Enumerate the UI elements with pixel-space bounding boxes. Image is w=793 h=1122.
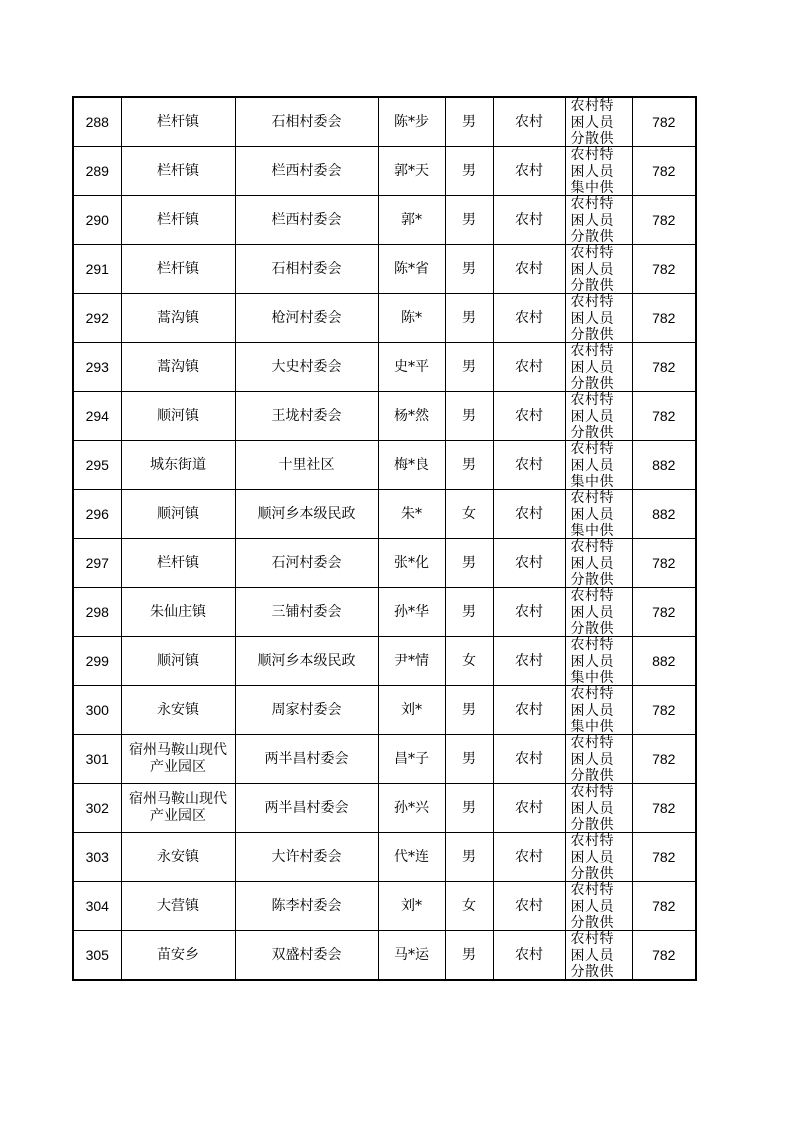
cell-support-type <box>565 882 632 931</box>
cell-area-type: 农村 <box>493 441 565 490</box>
cell-support-type-text: 农村特困人员集中供 <box>570 441 614 489</box>
cell-support-type <box>565 833 632 882</box>
cell-village-committee: 枪河村委会 <box>235 294 378 343</box>
table-row <box>73 784 696 833</box>
table-row <box>73 97 696 147</box>
cell-gender: 男 <box>445 588 493 637</box>
cell-support-type-text: 农村特困人员分散供 <box>570 833 614 881</box>
cell-village-committee: 大史村委会 <box>235 343 378 392</box>
table-row <box>73 637 696 686</box>
cell-support-type <box>565 245 632 294</box>
cell-town-text: 栏杆镇 <box>157 211 199 228</box>
cell-town <box>121 539 235 588</box>
cell-town-text: 宿州马鞍山现代产业园区 <box>129 791 227 824</box>
cell-amount: 782 <box>632 245 696 294</box>
cell-support-type-text: 农村特困人员集中供 <box>570 686 614 734</box>
cell-area-type: 农村 <box>493 97 565 147</box>
cell-town <box>121 245 235 294</box>
table-row <box>73 343 696 392</box>
cell-village-committee: 双盛村委会 <box>235 931 378 981</box>
cell-amount: 782 <box>632 588 696 637</box>
cell-village-committee: 陈李村委会 <box>235 882 378 931</box>
cell-serial-number: 304 <box>73 882 121 931</box>
cell-town-text: 顺河镇 <box>157 407 199 424</box>
cell-village-committee: 石相村委会 <box>235 97 378 147</box>
cell-village-committee: 石相村委会 <box>235 245 378 294</box>
cell-area-type: 农村 <box>493 196 565 245</box>
cell-support-type <box>565 490 632 539</box>
cell-town-text: 蒿沟镇 <box>157 309 199 326</box>
table-row <box>73 147 696 196</box>
cell-area-type: 农村 <box>493 245 565 294</box>
cell-support-type <box>565 147 632 196</box>
cell-town <box>121 147 235 196</box>
cell-gender: 男 <box>445 735 493 784</box>
cell-support-type <box>565 343 632 392</box>
cell-support-type <box>565 735 632 784</box>
cell-gender: 男 <box>445 539 493 588</box>
cell-serial-number: 296 <box>73 490 121 539</box>
cell-person-name: 刘* <box>378 686 445 735</box>
cell-serial-number: 293 <box>73 343 121 392</box>
cell-town-text: 苗安乡 <box>157 946 199 963</box>
cell-person-name: 张*化 <box>378 539 445 588</box>
cell-gender: 男 <box>445 196 493 245</box>
cell-person-name: 陈*省 <box>378 245 445 294</box>
cell-area-type: 农村 <box>493 343 565 392</box>
cell-town <box>121 97 235 147</box>
cell-amount: 782 <box>632 147 696 196</box>
cell-amount: 782 <box>632 686 696 735</box>
cell-support-type-text: 农村特困人员分散供 <box>570 931 614 979</box>
table-row <box>73 882 696 931</box>
cell-support-type <box>565 637 632 686</box>
cell-town-text: 城东街道 <box>150 456 206 473</box>
cell-amount: 782 <box>632 882 696 931</box>
cell-person-name: 郭*天 <box>378 147 445 196</box>
cell-serial-number: 302 <box>73 784 121 833</box>
cell-person-name: 郭* <box>378 196 445 245</box>
cell-village-committee: 两半昌村委会 <box>235 784 378 833</box>
table-row <box>73 490 696 539</box>
cell-support-type-text: 农村特困人员分散供 <box>570 392 614 440</box>
cell-gender: 男 <box>445 931 493 981</box>
cell-village-committee: 石河村委会 <box>235 539 378 588</box>
cell-person-name: 陈*步 <box>378 97 445 147</box>
cell-person-name: 马*运 <box>378 931 445 981</box>
cell-person-name: 史*平 <box>378 343 445 392</box>
cell-support-type <box>565 588 632 637</box>
cell-support-type <box>565 784 632 833</box>
cell-village-committee: 两半昌村委会 <box>235 735 378 784</box>
cell-support-type <box>565 97 632 147</box>
cell-serial-number: 298 <box>73 588 121 637</box>
cell-town <box>121 931 235 981</box>
cell-town-text: 栏杆镇 <box>157 554 199 571</box>
cell-town <box>121 392 235 441</box>
cell-support-type <box>565 931 632 981</box>
table-row <box>73 441 696 490</box>
cell-amount: 782 <box>632 931 696 981</box>
table-row <box>73 735 696 784</box>
table-row <box>73 588 696 637</box>
cell-gender: 男 <box>445 97 493 147</box>
cell-town <box>121 441 235 490</box>
cell-village-committee: 大许村委会 <box>235 833 378 882</box>
cell-person-name: 刘* <box>378 882 445 931</box>
cell-gender: 女 <box>445 637 493 686</box>
cell-village-committee: 十里社区 <box>235 441 378 490</box>
cell-serial-number: 295 <box>73 441 121 490</box>
cell-support-type-text: 农村特困人员分散供 <box>570 735 614 783</box>
cell-village-committee: 栏西村委会 <box>235 147 378 196</box>
cell-person-name: 梅*良 <box>378 441 445 490</box>
cell-serial-number: 294 <box>73 392 121 441</box>
cell-serial-number: 299 <box>73 637 121 686</box>
cell-support-type-text: 农村特困人员集中供 <box>570 147 614 195</box>
cell-support-type-text: 农村特困人员分散供 <box>570 343 614 391</box>
cell-village-committee: 顺河乡本级民政 <box>235 637 378 686</box>
cell-area-type: 农村 <box>493 686 565 735</box>
cell-serial-number: 301 <box>73 735 121 784</box>
cell-town <box>121 784 235 833</box>
cell-area-type: 农村 <box>493 882 565 931</box>
cell-amount: 782 <box>632 196 696 245</box>
cell-town-text: 蒿沟镇 <box>157 358 199 375</box>
cell-person-name: 代*连 <box>378 833 445 882</box>
cell-gender: 男 <box>445 686 493 735</box>
cell-amount: 782 <box>632 784 696 833</box>
cell-town <box>121 735 235 784</box>
cell-town <box>121 686 235 735</box>
cell-support-type-text: 农村特困人员分散供 <box>570 588 614 636</box>
cell-amount: 782 <box>632 735 696 784</box>
cell-support-type <box>565 196 632 245</box>
cell-gender: 男 <box>445 294 493 343</box>
cell-serial-number: 288 <box>73 97 121 147</box>
cell-village-committee: 王垅村委会 <box>235 392 378 441</box>
cell-town-text: 永安镇 <box>157 848 199 865</box>
cell-town <box>121 637 235 686</box>
cell-amount: 782 <box>632 539 696 588</box>
table-row <box>73 931 696 981</box>
cell-serial-number: 290 <box>73 196 121 245</box>
cell-gender: 男 <box>445 833 493 882</box>
cell-amount: 882 <box>632 637 696 686</box>
cell-serial-number: 291 <box>73 245 121 294</box>
cell-town-text: 栏杆镇 <box>157 113 199 130</box>
cell-support-type <box>565 539 632 588</box>
cell-support-type-text: 农村特困人员分散供 <box>570 539 614 587</box>
cell-town-text: 栏杆镇 <box>157 260 199 277</box>
cell-amount: 782 <box>632 294 696 343</box>
cell-town <box>121 882 235 931</box>
table-row <box>73 294 696 343</box>
cell-support-type-text: 农村特困人员分散供 <box>570 245 614 293</box>
cell-amount: 782 <box>632 343 696 392</box>
cell-serial-number: 303 <box>73 833 121 882</box>
cell-village-committee: 栏西村委会 <box>235 196 378 245</box>
cell-person-name: 陈* <box>378 294 445 343</box>
cell-town <box>121 490 235 539</box>
cell-serial-number: 292 <box>73 294 121 343</box>
cell-amount: 782 <box>632 833 696 882</box>
cell-gender: 女 <box>445 882 493 931</box>
cell-area-type: 农村 <box>493 637 565 686</box>
cell-area-type: 农村 <box>493 784 565 833</box>
cell-support-type <box>565 392 632 441</box>
cell-support-type-text: 农村特困人员分散供 <box>570 294 614 342</box>
cell-support-type <box>565 441 632 490</box>
cell-serial-number: 305 <box>73 931 121 981</box>
cell-gender: 男 <box>445 392 493 441</box>
cell-village-committee: 三铺村委会 <box>235 588 378 637</box>
cell-town <box>121 343 235 392</box>
cell-support-type <box>565 294 632 343</box>
cell-area-type: 农村 <box>493 490 565 539</box>
cell-person-name: 昌*子 <box>378 735 445 784</box>
cell-support-type-text: 农村特困人员分散供 <box>570 882 614 930</box>
cell-support-type-text: 农村特困人员分散供 <box>570 784 614 832</box>
cell-support-type-text: 农村特困人员分散供 <box>570 98 614 146</box>
table-row <box>73 686 696 735</box>
cell-area-type: 农村 <box>493 931 565 981</box>
cell-amount: 782 <box>632 392 696 441</box>
cell-town <box>121 833 235 882</box>
cell-area-type: 农村 <box>493 294 565 343</box>
cell-village-committee: 周家村委会 <box>235 686 378 735</box>
cell-person-name: 杨*然 <box>378 392 445 441</box>
cell-gender: 男 <box>445 343 493 392</box>
cell-gender: 男 <box>445 784 493 833</box>
cell-area-type: 农村 <box>493 588 565 637</box>
cell-town-text: 宿州马鞍山现代产业园区 <box>129 742 227 775</box>
cell-area-type: 农村 <box>493 539 565 588</box>
cell-town-text: 大营镇 <box>157 897 199 914</box>
cell-town-text: 顺河镇 <box>157 505 199 522</box>
cell-person-name: 尹*情 <box>378 637 445 686</box>
cell-serial-number: 289 <box>73 147 121 196</box>
cell-area-type: 农村 <box>493 392 565 441</box>
cell-person-name: 朱* <box>378 490 445 539</box>
cell-gender: 男 <box>445 245 493 294</box>
cell-town-text: 栏杆镇 <box>157 162 199 179</box>
cell-gender: 男 <box>445 147 493 196</box>
cell-town-text: 永安镇 <box>157 701 199 718</box>
cell-person-name: 孙*华 <box>378 588 445 637</box>
cell-town <box>121 588 235 637</box>
cell-support-type-text: 农村特困人员集中供 <box>570 490 614 538</box>
table-row <box>73 196 696 245</box>
cell-gender: 女 <box>445 490 493 539</box>
cell-support-type-text: 农村特困人员分散供 <box>570 196 614 244</box>
cell-village-committee: 顺河乡本级民政 <box>235 490 378 539</box>
cell-area-type: 农村 <box>493 735 565 784</box>
table-row <box>73 392 696 441</box>
table-row <box>73 245 696 294</box>
cell-town-text: 顺河镇 <box>157 652 199 669</box>
table-row <box>73 539 696 588</box>
cell-area-type: 农村 <box>493 147 565 196</box>
cell-gender: 男 <box>445 441 493 490</box>
cell-area-type: 农村 <box>493 833 565 882</box>
relief-roster-table <box>72 96 697 981</box>
cell-town <box>121 196 235 245</box>
cell-serial-number: 297 <box>73 539 121 588</box>
table-row <box>73 833 696 882</box>
cell-serial-number: 300 <box>73 686 121 735</box>
cell-amount: 882 <box>632 490 696 539</box>
cell-support-type-text: 农村特困人员集中供 <box>570 637 614 685</box>
cell-amount: 882 <box>632 441 696 490</box>
cell-amount: 782 <box>632 97 696 147</box>
cell-town-text: 朱仙庄镇 <box>150 603 206 620</box>
cell-town <box>121 294 235 343</box>
roster-body <box>73 97 696 980</box>
cell-person-name: 孙*兴 <box>378 784 445 833</box>
cell-support-type <box>565 686 632 735</box>
